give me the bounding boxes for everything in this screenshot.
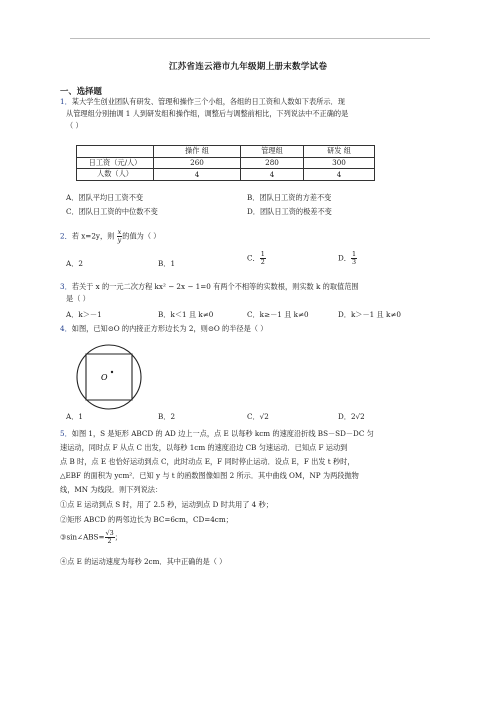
q1-option-a: A．团队平均日工资不变 — [66, 193, 144, 202]
fraction-numerator: √3 — [105, 529, 114, 537]
q3-text-1: 若关于 x 的一元二次方程 kx² − 2x − 1=0 有两个不相等的实数根，则实数 k 的取值范围 — [71, 282, 359, 291]
table-cell: 280 — [241, 157, 304, 169]
fraction-one-third — [351, 251, 357, 266]
q2-text-pre: 若 x=2y，则 — [71, 231, 115, 241]
question-number: 4． — [60, 324, 72, 333]
q5-statement-1: ①点 E 运动到点 S 时，用了 2.5 秒，运动到点 D 时共用了 4 秒； — [60, 500, 273, 509]
q4-option-c: C．√2 — [247, 412, 269, 421]
inscribed-square-diagram — [74, 342, 144, 412]
fraction-numerator: 1 — [260, 250, 265, 258]
page-title: 江苏省连云港市九年级期上册末数学试卷 — [168, 62, 328, 72]
header-rule — [70, 38, 430, 39]
q4-text: 如图，已知⊙O 的内接正方形边长为 2，则⊙O 的半径是（ ） — [71, 324, 268, 333]
q5-line-2: 速运动，同时点 F 从点 C 出发，以每秒 1cm 的速度沿边 CB 匀速运动．已知点 F 运动到 — [60, 443, 348, 452]
q1-option-d: D．团队日工资的极差不变 — [247, 207, 332, 216]
table-row — [77, 157, 375, 169]
q5-text-1: 如图 1，S 是矩形 ABCD 的 AD 边上一点，点 E 以每秒 kcm 的速度沿折线 BS－SD－DC 匀 — [71, 429, 374, 438]
question-number: 3． — [60, 282, 72, 291]
q2-option-a: A．2 — [66, 259, 83, 268]
q3-line-1 — [60, 281, 359, 292]
fraction-denominator: 2 — [107, 537, 112, 545]
q1-option-c: C．团队日工资的中位数不变 — [66, 207, 158, 216]
q1-line-2: 从管理组分别抽调 1 人到研发组和操作组，调整后与调整前相比，下列说法中不正确的是 — [66, 109, 349, 118]
question-number: 5． — [60, 429, 72, 438]
q3-option-a: A．k＞－1 — [66, 310, 102, 319]
q5-line-1 — [60, 428, 374, 439]
q3-line-2: 是（ ） — [66, 294, 90, 303]
q3-option-d: D．k＞－1 且 k≠0 — [338, 310, 401, 319]
fraction-numerator: x — [117, 228, 122, 236]
q3-option-c: C．k≥－1 且 k≠0 — [247, 310, 309, 319]
wage-table — [76, 145, 375, 181]
q5-line-4: △EBF 的面积为 ycm²．已知 y 与 t 的函数图像如图 2 所示．其中曲线 OM，NP 为两段抛物 — [60, 471, 359, 480]
q4-line — [60, 323, 267, 334]
table-header-cell — [77, 146, 154, 158]
center-label: O — [101, 373, 108, 382]
fraction-denominator: y — [117, 236, 122, 244]
table-cell: 260 — [154, 157, 241, 169]
statement-text: ③sin∠ABS= — [60, 532, 105, 542]
question-number: 2． — [60, 231, 72, 241]
q4-option-d: D．2√2 — [338, 412, 365, 421]
q3-option-b: B．k＜1 且 k≠0 — [158, 310, 214, 319]
table-header-cell: 管理组 — [241, 146, 304, 158]
circle-square-figure — [74, 342, 144, 416]
table-cell: 人数（人） — [77, 169, 154, 181]
fraction-one-half — [260, 251, 266, 266]
q2-text-post: 的值为（ ） — [122, 231, 161, 241]
table-cell: 日工资（元/人） — [77, 157, 154, 169]
circle-o — [77, 345, 141, 409]
table-cell: 4 — [304, 169, 375, 181]
q5-statement-4: ④点 E 的运动速度为每秒 2cm．其中正确的是（ ） — [60, 557, 227, 566]
section-heading: 一、选择题 — [60, 86, 102, 96]
table-header-cell: 操作 组 — [154, 146, 241, 158]
center-point — [111, 371, 113, 373]
statement-text: ； — [114, 532, 122, 542]
q5-line-5: 线，MN 为线段．则下列说法： — [60, 485, 163, 494]
q5-line-3: 点 B 时，点 E 也恰好运动到点 C，此时动点 E，F 同时停止运动．设点 E，F 出发 t 秒时， — [60, 457, 355, 466]
q2-option-d — [338, 251, 357, 266]
option-label: C． — [247, 253, 260, 263]
q1-option-b: B．团队日工资的方差不变 — [247, 193, 332, 202]
q4-option-b: B．2 — [158, 412, 176, 421]
fraction-root3-over-2 — [105, 530, 115, 545]
table-header-row — [77, 146, 375, 158]
fraction-denominator: 2 — [260, 258, 265, 266]
table-cell: 300 — [304, 157, 375, 169]
q2-option-c — [247, 251, 266, 266]
q5-statement-3 — [60, 530, 122, 545]
table-header-cell: 研发 组 — [304, 146, 375, 158]
q1-line-1 — [60, 96, 345, 107]
table-row — [77, 169, 375, 181]
fraction-numerator: 1 — [351, 250, 357, 258]
q2-line — [60, 229, 160, 244]
table-cell: 4 — [241, 169, 304, 181]
question-number: 1． — [60, 97, 72, 106]
option-label: D． — [338, 253, 351, 263]
q1-text-1: 某大学生创业团队有研发、管理和操作三个小组，各组的日工资和人数如下表所示．现 — [71, 97, 345, 106]
q5-statement-2: ②矩形 ABCD 的两邻边长为 BC=6cm，CD=4cm； — [60, 515, 233, 524]
q4-option-a: A．1 — [66, 412, 83, 421]
q1-line-3: （ ） — [66, 121, 83, 130]
inscribed-square — [86, 354, 132, 400]
fraction-denominator: 3 — [351, 258, 357, 266]
table-cell: 4 — [154, 169, 241, 181]
q2-option-b: B．1 — [158, 259, 176, 268]
